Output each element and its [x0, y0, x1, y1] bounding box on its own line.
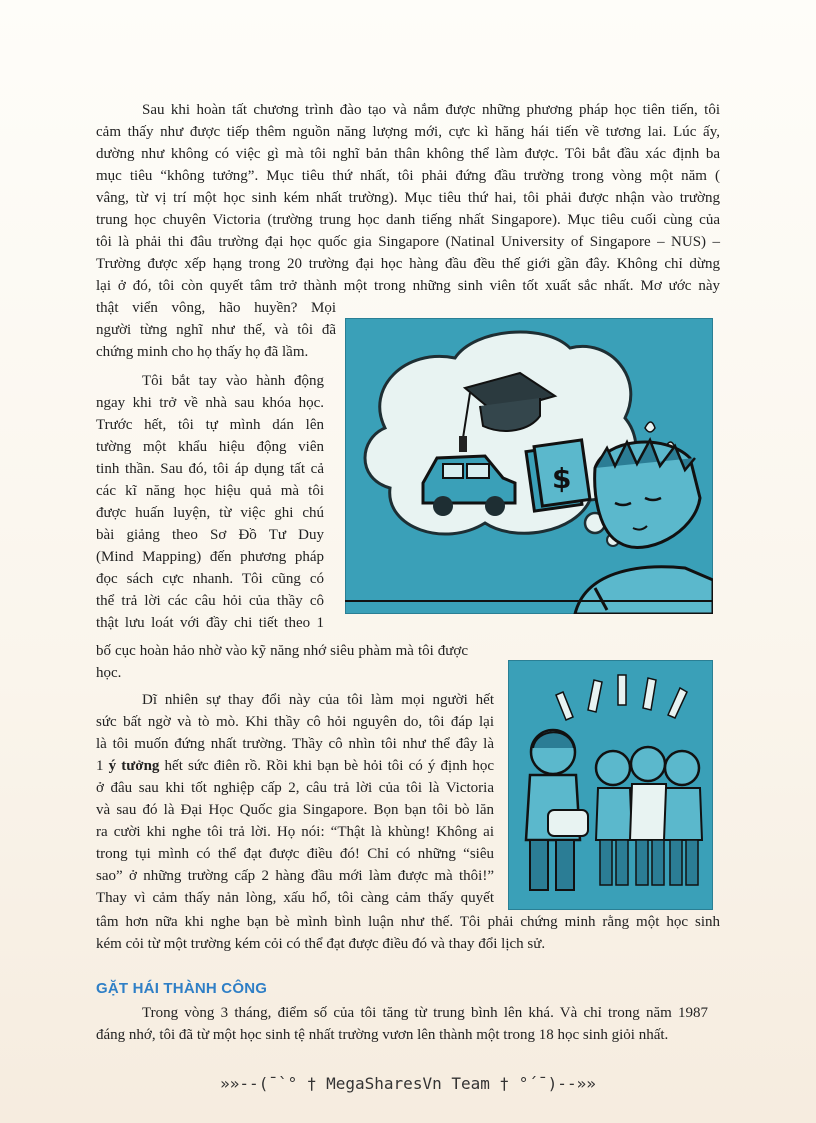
p3-line: ở đâu sau khi tốt nghiệp cấp 2, câu trả lời của tôi là Victoria	[96, 780, 494, 796]
p1-line: Sau khi hoàn tất chương trình đào tạo và nắm được những phương pháp học tiên tiến, tôi	[142, 102, 720, 118]
p2-line: bài giảng theo Sơ Đồ Tư Duy	[96, 527, 324, 543]
section-heading: GẶT HÁI THÀNH CÔNG	[96, 980, 268, 997]
p3-line: ra cười khi nghe tôi trả lời. Họ nói: “Thật là khùng! Không ai	[96, 824, 494, 840]
p2-line: thật lưu loát với đầy chi tiết theo 1	[96, 615, 324, 631]
p2-line: bố cục hoàn hảo nhờ vào kỹ năng nhớ siêu phàm mà tôi được	[96, 643, 468, 659]
p2-line: ngay khi trở về nhà sau khóa học.	[96, 395, 324, 411]
p1-line: lại ở đó, tôi còn quyết tâm trở thành một trong những sinh viên tốt xuất sắc nhất. Mơ ước này	[96, 278, 720, 294]
p3-prefix: 1	[96, 758, 109, 774]
laughing-friends-drawing	[508, 660, 713, 910]
p3-line: là tôi muốn đứng nhất trường. Thầy cô nhìn tôi như thể đây là	[96, 736, 494, 752]
illustration-laughing-friends	[508, 660, 713, 910]
p3-line: trong tụi mình có thể đạt được điều đó! Chỉ có những “siêu	[96, 846, 494, 862]
p2-line: được huấn luyện, từ việc ghi chú	[96, 505, 324, 521]
footer-credit: »»--(¯`° † MegaSharesVn Team † °´¯)--»»	[220, 1074, 596, 1093]
p2-line: tinh thần. Sau đó, tôi áp dụng tất cả	[96, 461, 324, 477]
p1-line: mục tiêu “không tưởng”. Mục tiêu thứ nhất, tôi phải đứng đầu trường trong vòng một năm (	[96, 168, 720, 184]
dollar-icon: $	[552, 462, 572, 495]
p2-line: (Mind Mapping) đến phương pháp	[96, 549, 324, 565]
p3-line: Thay vì cảm thấy nản lòng, xấu hổ, tôi càng cảm thấy quyết	[96, 890, 494, 906]
bold-term: ý tưởng	[108, 758, 160, 774]
p1-line: trung học chuyên Victoria (trường trung học danh tiếng nhất Singapore). Mục tiêu cuối cùng của	[96, 212, 720, 228]
p2-line: tường một khẩu hiệu động viên	[96, 439, 324, 455]
p4-line: Trong vòng 3 tháng, điểm số của tôi tăng từ trung bình lên khá. Và chỉ trong năm 1987	[142, 1005, 708, 1021]
p1-line: tôi là phải thi đâu trường đại học quốc gia Singapore (Natinal University of Singapore – NUS) –	[96, 234, 720, 250]
dreaming-student-drawing	[345, 318, 713, 614]
p1-line: Trường được xếp hạng trong 20 trường đại học hàng đầu đều thế giới gần đây. Không chỉ dừng	[96, 256, 720, 272]
p2-line: các kĩ năng học hiệu quả mà tôi	[96, 483, 324, 499]
p1-line: vâng, từ vị trí một học sinh kém nhất trường). Mục tiêu thứ hai, tôi phải được nhận vào trường	[96, 190, 720, 206]
p1-line: cảm thấy như được tiếp thêm nguồn năng lượng mới, cực kì hăng hái tiến về tương lai. Lúc ấy,	[96, 124, 720, 140]
p2-line: học.	[96, 665, 122, 681]
p1-line: thật viển vông, hão huyền? Mọi	[96, 300, 336, 316]
p2-line: Tôi bắt tay vào hành động	[142, 373, 324, 389]
p2-line: thể trả lời các câu hỏi của thầy cô	[96, 593, 324, 609]
p3-line: kém cỏi từ một trường kém cỏi có thể đạt được điều đó và thay đổi lịch sử.	[96, 936, 546, 952]
p2-line: đọc sách cực nhanh. Tôi cũng có	[96, 571, 324, 587]
p1-line: người từng nghĩ như thế, và tôi đã	[96, 322, 336, 338]
p1-line: chứng minh cho họ thấy họ đã lầm.	[96, 344, 309, 360]
p3-line: sao” ở những trường cấp 2 hàng đầu mới làm được mà thôi!”	[96, 868, 494, 884]
p3-suffix: hết sức điên rồ. Rồi khi bạn bè hỏi tôi có ý định học	[159, 758, 494, 774]
p3-line: và sau đó là Đại Học Quốc gia Singapore. Bọn bạn tôi bò lăn	[96, 802, 494, 818]
p3-line: sức bất ngờ và tò mò. Khi thầy cô hỏi nguyên do, tôi đáp lại	[96, 714, 494, 730]
p4-line: đáng nhớ, tôi đã từ một học sinh tệ nhất trường vươn lên thành một trong 18 học sinh giỏi nhất.	[96, 1027, 669, 1043]
p3-line: Dĩ nhiên sự thay đổi này của tôi làm mọi người hết	[142, 692, 494, 708]
p2-line: Trước hết, tôi tự mình dán lên	[96, 417, 324, 433]
p1-line: dường như không có việc gì mà tôi nghĩ bản thân không thể làm được. Tôi bắt đầu xác định ba	[96, 146, 720, 162]
p3-line-with-bold	[96, 756, 494, 777]
illustration-dreaming-student	[345, 318, 713, 614]
p3-line: tâm hơn nữa khi nghe bạn bè mình bình luận như thế. Tôi phải chứng minh rằng một học sinh	[96, 914, 720, 930]
